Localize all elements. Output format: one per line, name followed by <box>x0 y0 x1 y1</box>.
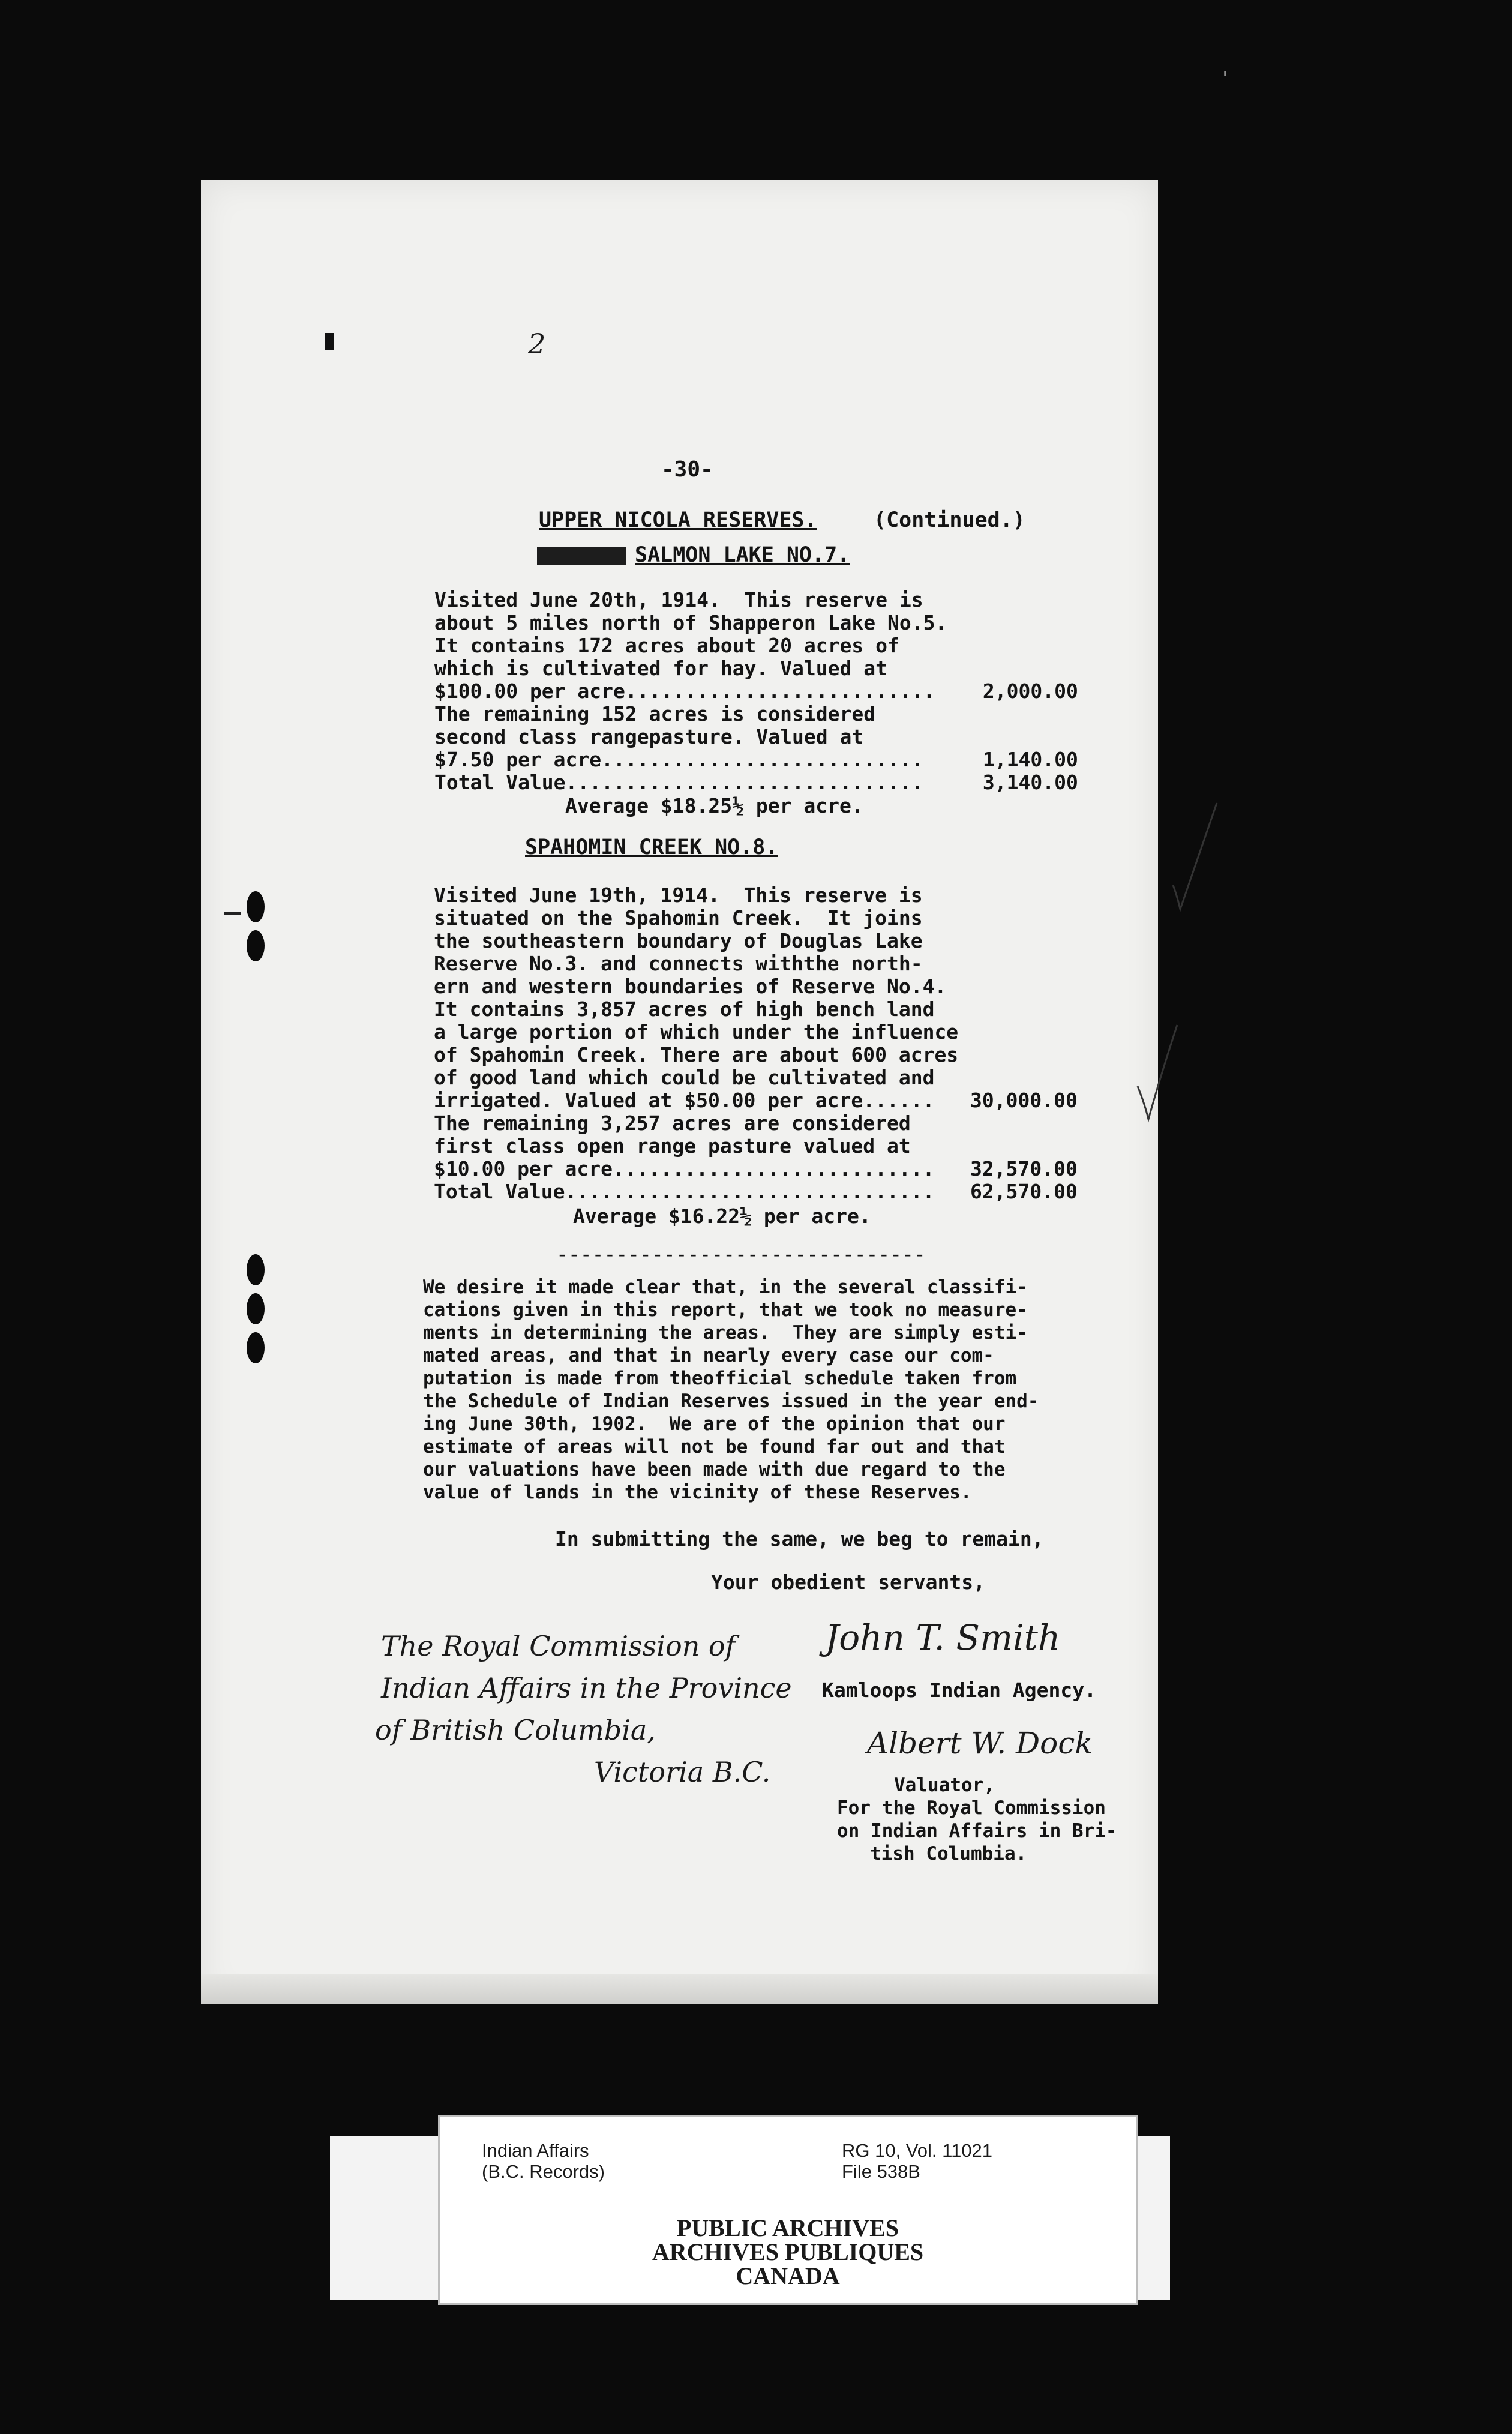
text-line: It contains 3,857 acres of high bench land <box>434 997 935 1021</box>
text-line: Visited June 20th, 1914. This reserve is <box>434 588 923 612</box>
checkmark-icon <box>1134 1020 1182 1140</box>
punch-hole <box>247 1332 265 1363</box>
text-line: putation is made from theofficial schedule taken from <box>423 1368 1017 1389</box>
text-line: ing June 30th, 1902. We are of the opinion that our <box>423 1413 1006 1435</box>
text-line: Reserve No.3. and connects withthe north- <box>434 952 923 975</box>
signature-john-smith: John T. Smith <box>825 1617 1061 1658</box>
struck-out-word <box>537 547 626 565</box>
scan-speck: ' <box>1223 69 1228 87</box>
text-line: mated areas, and that in nearly every case our com- <box>423 1345 994 1366</box>
text-line: the southeastern boundary of Douglas Lake <box>434 929 923 952</box>
valuation-line: $100.00 per acre.......................... 2,000.00 <box>434 679 1078 703</box>
text-line: estimate of areas will not be found far out and that <box>423 1436 1006 1458</box>
text-line: cations given in this report, that we took no measure- <box>423 1299 1028 1321</box>
punch-hole <box>247 1254 265 1285</box>
archive-title-en: PUBLIC ARCHIVES <box>676 2214 899 2241</box>
text-line: value of lands in the vicinity of these Reserves. <box>423 1482 972 1503</box>
text-line: our valuations have been made with due regard to the <box>423 1459 1006 1480</box>
heading-note: (Continued.) <box>874 508 1025 532</box>
submitting-line: In submitting the same, we beg to remain, <box>555 1527 1044 1551</box>
file-reference: File 538B <box>842 2161 920 2182</box>
text-line: tish Columbia. <box>870 1843 1027 1865</box>
text-line: which is cultivated for hay. Valued at <box>434 657 887 680</box>
text-line: a large portion of which under the influence <box>434 1020 959 1044</box>
text-line: Valuator, <box>894 1774 995 1796</box>
text-line: the Schedule of Indian Reserves issued in the year end- <box>423 1390 1039 1412</box>
text-line: It contains 172 acres about 20 acres of <box>434 634 899 657</box>
handwritten-address-line: Victoria B.C. <box>594 1756 771 1788</box>
section-salmon-lake-average: Average $18.25½ per acre. <box>565 794 863 817</box>
volume-reference: RG 10, Vol. 11021 <box>842 2140 993 2161</box>
archive-label <box>438 2115 1138 2305</box>
text-line: of good land which could be cultivated and <box>434 1066 935 1089</box>
archive-title-fr: ARCHIVES PUBLIQUES <box>652 2238 924 2265</box>
section-divider: ------------------------------- <box>556 1242 926 1266</box>
margin-tick <box>325 333 334 350</box>
text-line: ments in determining the areas. They are simply esti- <box>423 1322 1028 1344</box>
text-line: For the Royal Commission <box>837 1797 1106 1819</box>
archive-title-country: CANADA <box>736 2262 840 2289</box>
document-page <box>201 180 1158 2004</box>
punch-hole <box>247 1293 265 1324</box>
text-line: of Spahomin Creek. There are about 600 acres <box>434 1043 959 1066</box>
text-line: ern and western boundaries of Reserve No.4. <box>434 975 947 998</box>
handwritten-address-line: Indian Affairs in the Province <box>381 1672 792 1704</box>
section-title-spahomin-creek: SPAHOMIN CREEK NO.8. <box>525 835 778 859</box>
text-line: second class rangepasture. Valued at <box>434 725 864 748</box>
record-group-subname: (B.C. Records) <box>482 2161 605 2182</box>
text-line: about 5 miles north of Shapperon Lake No.5. <box>434 611 947 634</box>
text-line: situated on the Spahomin Creek. It joins <box>434 906 923 930</box>
checkmark-icon <box>1173 780 1174 781</box>
valuation-line: irrigated. Valued at $50.00 per acre...... 30,000.00 <box>434 1089 1078 1112</box>
margin-tick <box>224 912 241 915</box>
report-heading: UPPER NICOLA RESERVES. <box>539 508 817 532</box>
obedient-line: Your obedient servants, <box>711 1570 985 1594</box>
text-line: first class open range pasture valued at <box>434 1134 911 1158</box>
total-line: Total Value............................... 62,570.00 <box>434 1180 1078 1203</box>
checkmark-icon <box>1172 798 1220 918</box>
total-line: Total Value.............................. 3,140.00 <box>434 771 1078 794</box>
record-group-name: Indian Affairs <box>482 2140 589 2161</box>
text-line: on Indian Affairs in Bri- <box>837 1820 1117 1842</box>
text-line: We desire it made clear that, in the several classifi- <box>423 1276 1028 1298</box>
page-number: -30- <box>661 457 713 482</box>
handwritten-address-line: of British Columbia, <box>375 1714 656 1746</box>
text-line: Visited June 19th, 1914. This reserve is <box>434 883 923 907</box>
valuation-line: $7.50 per acre........................... 1,140.00 <box>434 748 1078 771</box>
valuation-line: $10.00 per acre........................... 32,570.00 <box>434 1157 1078 1180</box>
text-line: The remaining 3,257 acres are considered <box>434 1111 911 1135</box>
punch-hole <box>247 891 265 922</box>
signature-albert-dock: Albert W. Dock <box>867 1726 1093 1761</box>
section-title-salmon-lake: SALMON LAKE NO.7. <box>635 543 850 567</box>
section-spahomin-creek-average: Average $16.22½ per acre. <box>573 1204 871 1228</box>
handwritten-address-line: The Royal Commission of <box>381 1630 736 1662</box>
margin-number: 2 <box>528 328 546 360</box>
page-bottom-edge <box>201 1974 1158 2004</box>
text-line: The remaining 152 acres is considered <box>434 702 876 726</box>
agency-line: Kamloops Indian Agency. <box>822 1678 1096 1702</box>
punch-hole <box>247 930 265 961</box>
